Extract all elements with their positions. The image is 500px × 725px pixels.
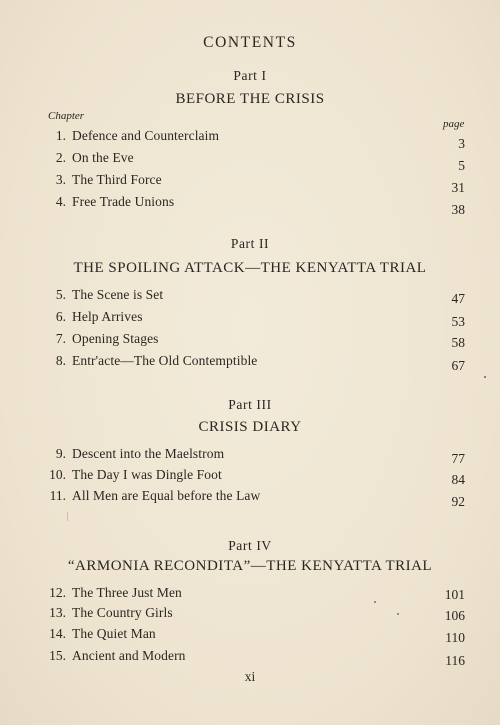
chapter-number: 1.: [55, 128, 66, 143]
toc-entry: [0, 307, 500, 327]
chapter-number: 2.: [55, 150, 66, 165]
page-column-label: page: [443, 118, 465, 130]
toc-entry: [0, 486, 500, 509]
chapter-number: 7.: [55, 331, 66, 346]
chapter-title: Descent into the Maelstrom: [72, 446, 225, 461]
part-label: Part II: [230, 236, 270, 251]
chapter-title: The Third Force: [72, 172, 162, 187]
page-number: 67: [451, 358, 465, 373]
part-label: Part I: [233, 68, 267, 83]
chapter-number: 11.: [49, 488, 66, 503]
page-number: 92: [451, 494, 465, 509]
page-number: 110: [445, 630, 465, 645]
toc-entry: [0, 148, 500, 173]
paper-mark: [67, 512, 68, 521]
chapter-title: Help Arrives: [72, 309, 143, 324]
chapter-title: Free Trade Unions: [72, 194, 175, 209]
paper-speck: [374, 601, 376, 603]
paper-speck: [484, 376, 486, 378]
chapter-title: On the Eve: [72, 150, 134, 165]
chapter-title: The Scene is Set: [72, 287, 164, 302]
contents-heading: CONTENTS: [203, 34, 297, 51]
chapter-title: Defence and Counterclaim: [72, 128, 220, 143]
part-label: Part IV: [228, 538, 272, 553]
part-title: CRISIS DIARY: [198, 419, 302, 435]
chapter-title: Entr'acte—The Old Contemptible: [72, 353, 258, 368]
chapter-number: 8.: [55, 353, 66, 368]
page-number: 31: [451, 180, 465, 195]
chapter-title: The Day I was Dingle Foot: [72, 467, 222, 482]
chapter-number: 13.: [49, 605, 66, 620]
page-number: 77: [451, 451, 465, 466]
part-title: BEFORE THE CRISIS: [175, 91, 325, 107]
page-number: 106: [444, 608, 465, 623]
chapter-number: 14.: [49, 626, 66, 641]
toc-entry: [0, 444, 500, 464]
folio-number: xi: [244, 669, 256, 684]
toc-entry: [0, 583, 500, 603]
page-number: 101: [444, 587, 465, 602]
chapter-number: 5.: [55, 287, 66, 302]
chapter-number: 3.: [55, 172, 66, 187]
page-number: 38: [451, 202, 465, 217]
part-label: Part III: [228, 397, 272, 412]
paper-speck: [397, 613, 399, 615]
toc-entry: [0, 329, 500, 349]
page-number: 3: [458, 136, 465, 151]
toc-entry: [0, 351, 500, 371]
toc-entry: [0, 603, 500, 623]
toc-entry: [0, 285, 500, 305]
toc-entry: [0, 192, 500, 217]
chapter-number: 12.: [49, 585, 66, 600]
part-title: THE SPOILING ATTACK—THE KENYATTA TRIAL: [73, 260, 427, 276]
chapter-number: 6.: [55, 309, 66, 324]
page-number: 84: [451, 472, 465, 487]
toc-entry: [0, 465, 500, 485]
page-number: 5: [458, 158, 465, 173]
chapter-title: Opening Stages: [72, 331, 159, 346]
chapter-title: All Men are Equal before the Law: [72, 488, 261, 503]
chapter-title: The Quiet Man: [72, 626, 156, 641]
chapter-title: The Three Just Men: [72, 585, 182, 600]
toc-entry: [0, 170, 500, 195]
page-number: 58: [451, 335, 465, 350]
chapter-number: 15.: [49, 648, 66, 663]
chapter-number: 10.: [49, 467, 66, 482]
chapter-title: The Country Girls: [72, 605, 173, 620]
page-number: 116: [445, 653, 465, 668]
toc-entry: [0, 126, 500, 151]
page-number: 53: [451, 314, 465, 329]
chapter-title: Ancient and Modern: [72, 648, 186, 663]
chapter-number: 4.: [55, 194, 66, 209]
toc-entry: [0, 624, 500, 644]
part-title: “ARMONIA RECONDITA”—THE KENYATTA TRIAL: [67, 558, 433, 574]
chapter-number: 9.: [55, 446, 66, 461]
page-number: 47: [451, 291, 465, 306]
toc-entry: [0, 646, 500, 666]
chapter-column-label: Chapter: [48, 110, 85, 122]
